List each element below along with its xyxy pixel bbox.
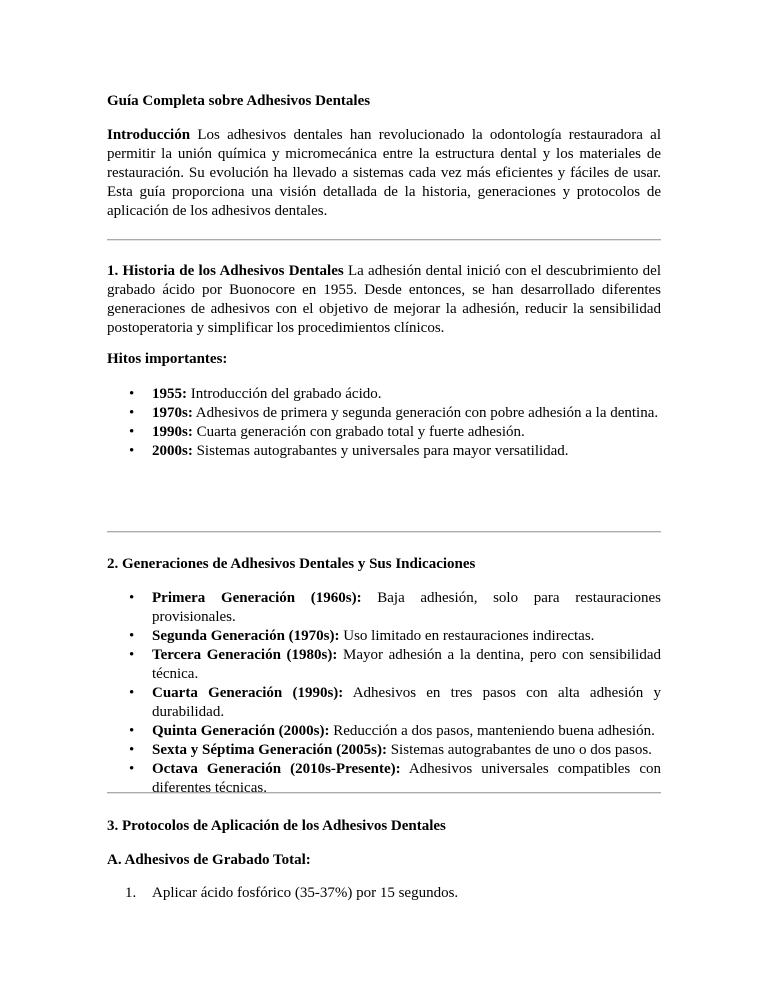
list-item: • 1970s: Adhesivos de primera y segunda generación con pobre adhesión a la dentina. [107,404,661,423]
list-item: • Octava Generación (2010s-Presente): Adhesivos universales compatibles con diferentes técnicas. [107,760,661,798]
list-item: • Quinta Generación (2000s): Reducción a dos pasos, manteniendo buena adhesión. [107,722,661,741]
protocols-subheading: A. Adhesivos de Grabado Total: [107,852,311,868]
list-item: • Cuarta Generación (1990s): Adhesivos en tres pasos con alta adhesión y durabilidad. [107,684,661,722]
list-item: 1. Aplicar ácido fosfórico (35-37%) por 15 segundos. [125,885,459,901]
history-heading: 1. Historia de los Adhesivos Dentales [107,263,344,279]
history-text: La adhesión dental inició con el descubrimiento del grabado ácido por Buonocore en 1955. Desde entonces, se han desarrollado diferentes generaciones de adhesivos con el objetivo de mejorar la adhesión, reducir la sensibilidad postoperatoria y simplificar los procedimientos clínicos. [107,263,661,336]
generations-list [107,589,661,798]
intro-paragraph [107,126,661,221]
list-item: • 1955: Introducción del grabado ácido. [107,385,661,404]
document-title: Guía Completa sobre Adhesivos Dentales [107,93,371,109]
list-item: • Segunda Generación (1970s): Uso limitado en restauraciones indirectas. [107,627,661,646]
history-paragraph [107,262,661,338]
list-item: • 2000s: Sistemas autograbantes y universales para mayor versatilidad. [107,442,661,461]
divider [107,531,661,533]
milestones-heading: Hitos importantes: [107,351,228,367]
protocols-heading: 3. Protocolos de Aplicación de los Adhesivos Dentales [107,818,446,834]
protocol-steps-list [107,884,661,903]
divider [107,792,661,794]
list-item: • Primera Generación (1960s): Baja adhesión, solo para restauraciones provisionales. [107,589,661,627]
divider [107,239,661,241]
list-item: • 1990s: Cuarta generación con grabado total y fuerte adhesión. [107,423,661,442]
intro-heading: Introducción [107,127,191,143]
generations-heading: 2. Generaciones de Adhesivos Dentales y Sus Indicaciones [107,556,476,572]
list-item: • Tercera Generación (1980s): Mayor adhesión a la dentina, pero con sensibilidad técnica. [107,646,661,684]
milestones-list [107,385,661,461]
list-item: • Sexta y Séptima Generación (2005s): Sistemas autograbantes de uno o dos pasos. [107,741,661,760]
intro-text: Los adhesivos dentales han revolucionado la odontología restauradora al permitir la unión química y micromecánica entre la estructura dental y los materiales de restauración. Su evolución ha llevado a sistemas cada vez más eficientes y fáciles de usar. Esta guía proporciona una visión detallada de la historia, generaciones y protocolos de aplicación de los adhesivos dentales. [107,127,661,219]
